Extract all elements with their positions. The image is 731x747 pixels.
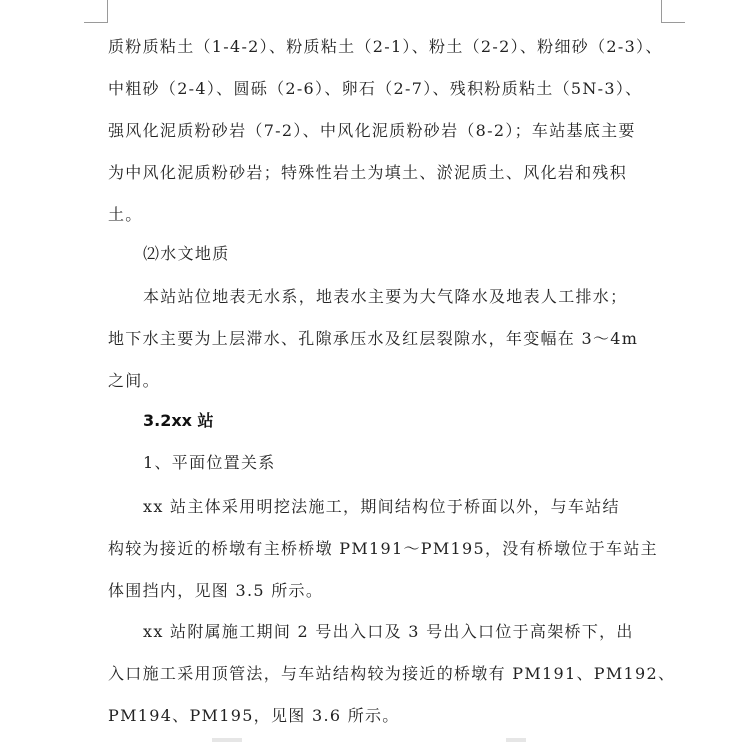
subsection-title: 1、平面位置关系 [143, 453, 276, 472]
paragraph-line: 为中风化泥质粉砂岩；特殊性岩土为填土、淤泥质土、风化岩和残积 [108, 163, 628, 182]
crop-mark-right-horizontal [661, 22, 685, 23]
paragraph-line: 构较为接近的桥墩有主桥桥墩 PM191～PM195，没有桥墩位于车站主 [108, 539, 658, 558]
crop-mark-left-vertical [107, 0, 108, 22]
paragraph-line: xx 站附属施工期间 2 号出入口及 3 号出入口位于高架桥下，出 [143, 622, 634, 641]
paragraph-line: 质粉质粘土（1-4-2）、粉质粘土（2-1）、粉土（2-2）、粉细砂（2-3）、 [108, 37, 663, 56]
paragraph-line: 强风化泥质粉砂岩（7-2）、中风化泥质粉砂岩（8-2）；车站基底主要 [108, 121, 636, 140]
section-heading: 3.2xx 站 [143, 411, 214, 430]
paragraph-line: 中粗砂（2-4）、圆砾（2-6）、卵石（2-7）、残积粉质粘土（5N-3）、 [108, 79, 643, 98]
crop-mark-left-horizontal [84, 22, 108, 23]
paragraph-line: 体围挡内，见图 3.5 所示。 [108, 581, 324, 600]
paragraph-line: PM194、PM195，见图 3.6 所示。 [108, 706, 400, 725]
paragraph-line: 土。 [108, 205, 143, 224]
cropped-text-fragment [506, 738, 526, 742]
paragraph-line: xx 站主体采用明挖法施工，期间结构位于桥面以外，与车站结 [143, 497, 620, 516]
paragraph-line: 本站站位地表无水系，地表水主要为大气降水及地表人工排水； [143, 287, 628, 306]
crop-mark-right-vertical [661, 0, 662, 22]
subsection-title: ⑵水文地质 [143, 244, 230, 263]
cropped-text-fragment [212, 738, 242, 742]
paragraph-line: 地下水主要为上层滞水、孔隙承压水及红层裂隙水，年变幅在 3～4m [108, 329, 639, 348]
paragraph-line: 之间。 [108, 371, 160, 390]
paragraph-line: 入口施工采用顶管法，与车站结构较为接近的桥墩有 PM191、PM192、 [108, 664, 676, 683]
